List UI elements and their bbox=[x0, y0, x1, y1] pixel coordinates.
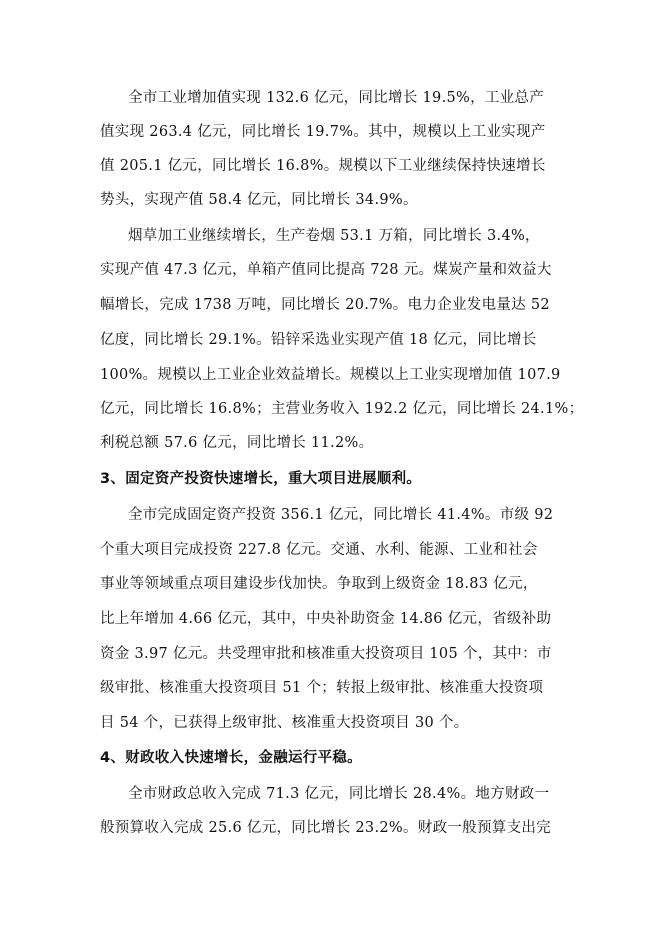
paragraph-industry-line-4: 势头，实现产值 58.4 亿元，同比增长 34.9%。 bbox=[100, 192, 418, 208]
paragraph-finance-line-1: 全市财政总收入完成 71.3 亿元，同比增长 28.4%。地方财政一 bbox=[128, 786, 550, 802]
paragraph-investment-line-1: 全市完成固定资产投资 356.1 亿元，同比增长 41.4%。市级 92 bbox=[128, 507, 554, 523]
paragraph-tobacco-line-1: 烟草加工业继续增长，生产卷烟 53.1 万箱，同比增长 3.4%， bbox=[128, 228, 540, 244]
paragraph-investment-line-7: 目 54 个，已获得上级审批、核准重大投资项目 30 个。 bbox=[100, 715, 469, 731]
paragraph-investment-line-4: 比上年增加 4.66 亿元，其中，中央补助资金 14.86 亿元，省级补助 bbox=[100, 611, 552, 627]
paragraph-tobacco-line-4: 亿度，同比增长 29.1%。铅锌采选业实现产值 18 亿元，同比增长 bbox=[100, 332, 537, 348]
paragraph-tobacco-line-6: 亿元，同比增长 16.8%；主营业务收入 192.2 亿元，同比增长 24.1%； bbox=[100, 401, 584, 417]
section-heading-finance: 4、财政收入快速增长，金融运行平稳。 bbox=[100, 750, 362, 766]
paragraph-investment-line-3: 事业等领域重点项目建设步伐加快。争取到上级资金 18.83 亿元， bbox=[100, 576, 538, 592]
section-heading-investment: 3、固定资产投资快速增长，重大项目进展顺利。 bbox=[100, 471, 422, 487]
paragraph-industry-line-2: 值实现 263.4 亿元，同比增长 19.7%。其中，规模以上工业实现产 bbox=[100, 124, 546, 140]
paragraph-tobacco-line-5: 100%。规模以上工业企业效益增长。规模以上工业实现增加值 107.9 bbox=[100, 367, 561, 383]
paragraph-finance-line-2: 般预算收入完成 25.6 亿元，同比增长 23.2%。财政一般预算支出完 bbox=[100, 820, 551, 836]
paragraph-tobacco-line-2: 实现产值 47.3 亿元，单箱产值同比提高 728 元。煤炭产量和效益大 bbox=[100, 262, 552, 278]
paragraph-investment-line-6: 级审批、核准重大投资项目 51 个；转报上级审批、核准重大投资项 bbox=[100, 680, 544, 696]
paragraph-tobacco-line-7: 利税总额 57.6 亿元，同比增长 11.2%。 bbox=[100, 435, 374, 451]
paragraph-tobacco-line-3: 幅增长，完成 1738 万吨，同比增长 20.7%。电力企业发电量达 52 bbox=[100, 297, 550, 313]
paragraph-industry-line-3: 值 205.1 亿元，同比增长 16.8%。规模以下工业继续保持快速增长 bbox=[100, 158, 546, 174]
paragraph-industry-line-1: 全市工业增加值实现 132.6 亿元，同比增长 19.5%，工业总产 bbox=[128, 90, 545, 106]
paragraph-investment-line-2: 个重大项目完成投资 227.8 亿元。交通、水利、能源、工业和社会 bbox=[100, 542, 538, 558]
paragraph-investment-line-5: 资金 3.97 亿元。共受理审批和核准重大投资项目 105 个，其中：市 bbox=[100, 646, 552, 662]
